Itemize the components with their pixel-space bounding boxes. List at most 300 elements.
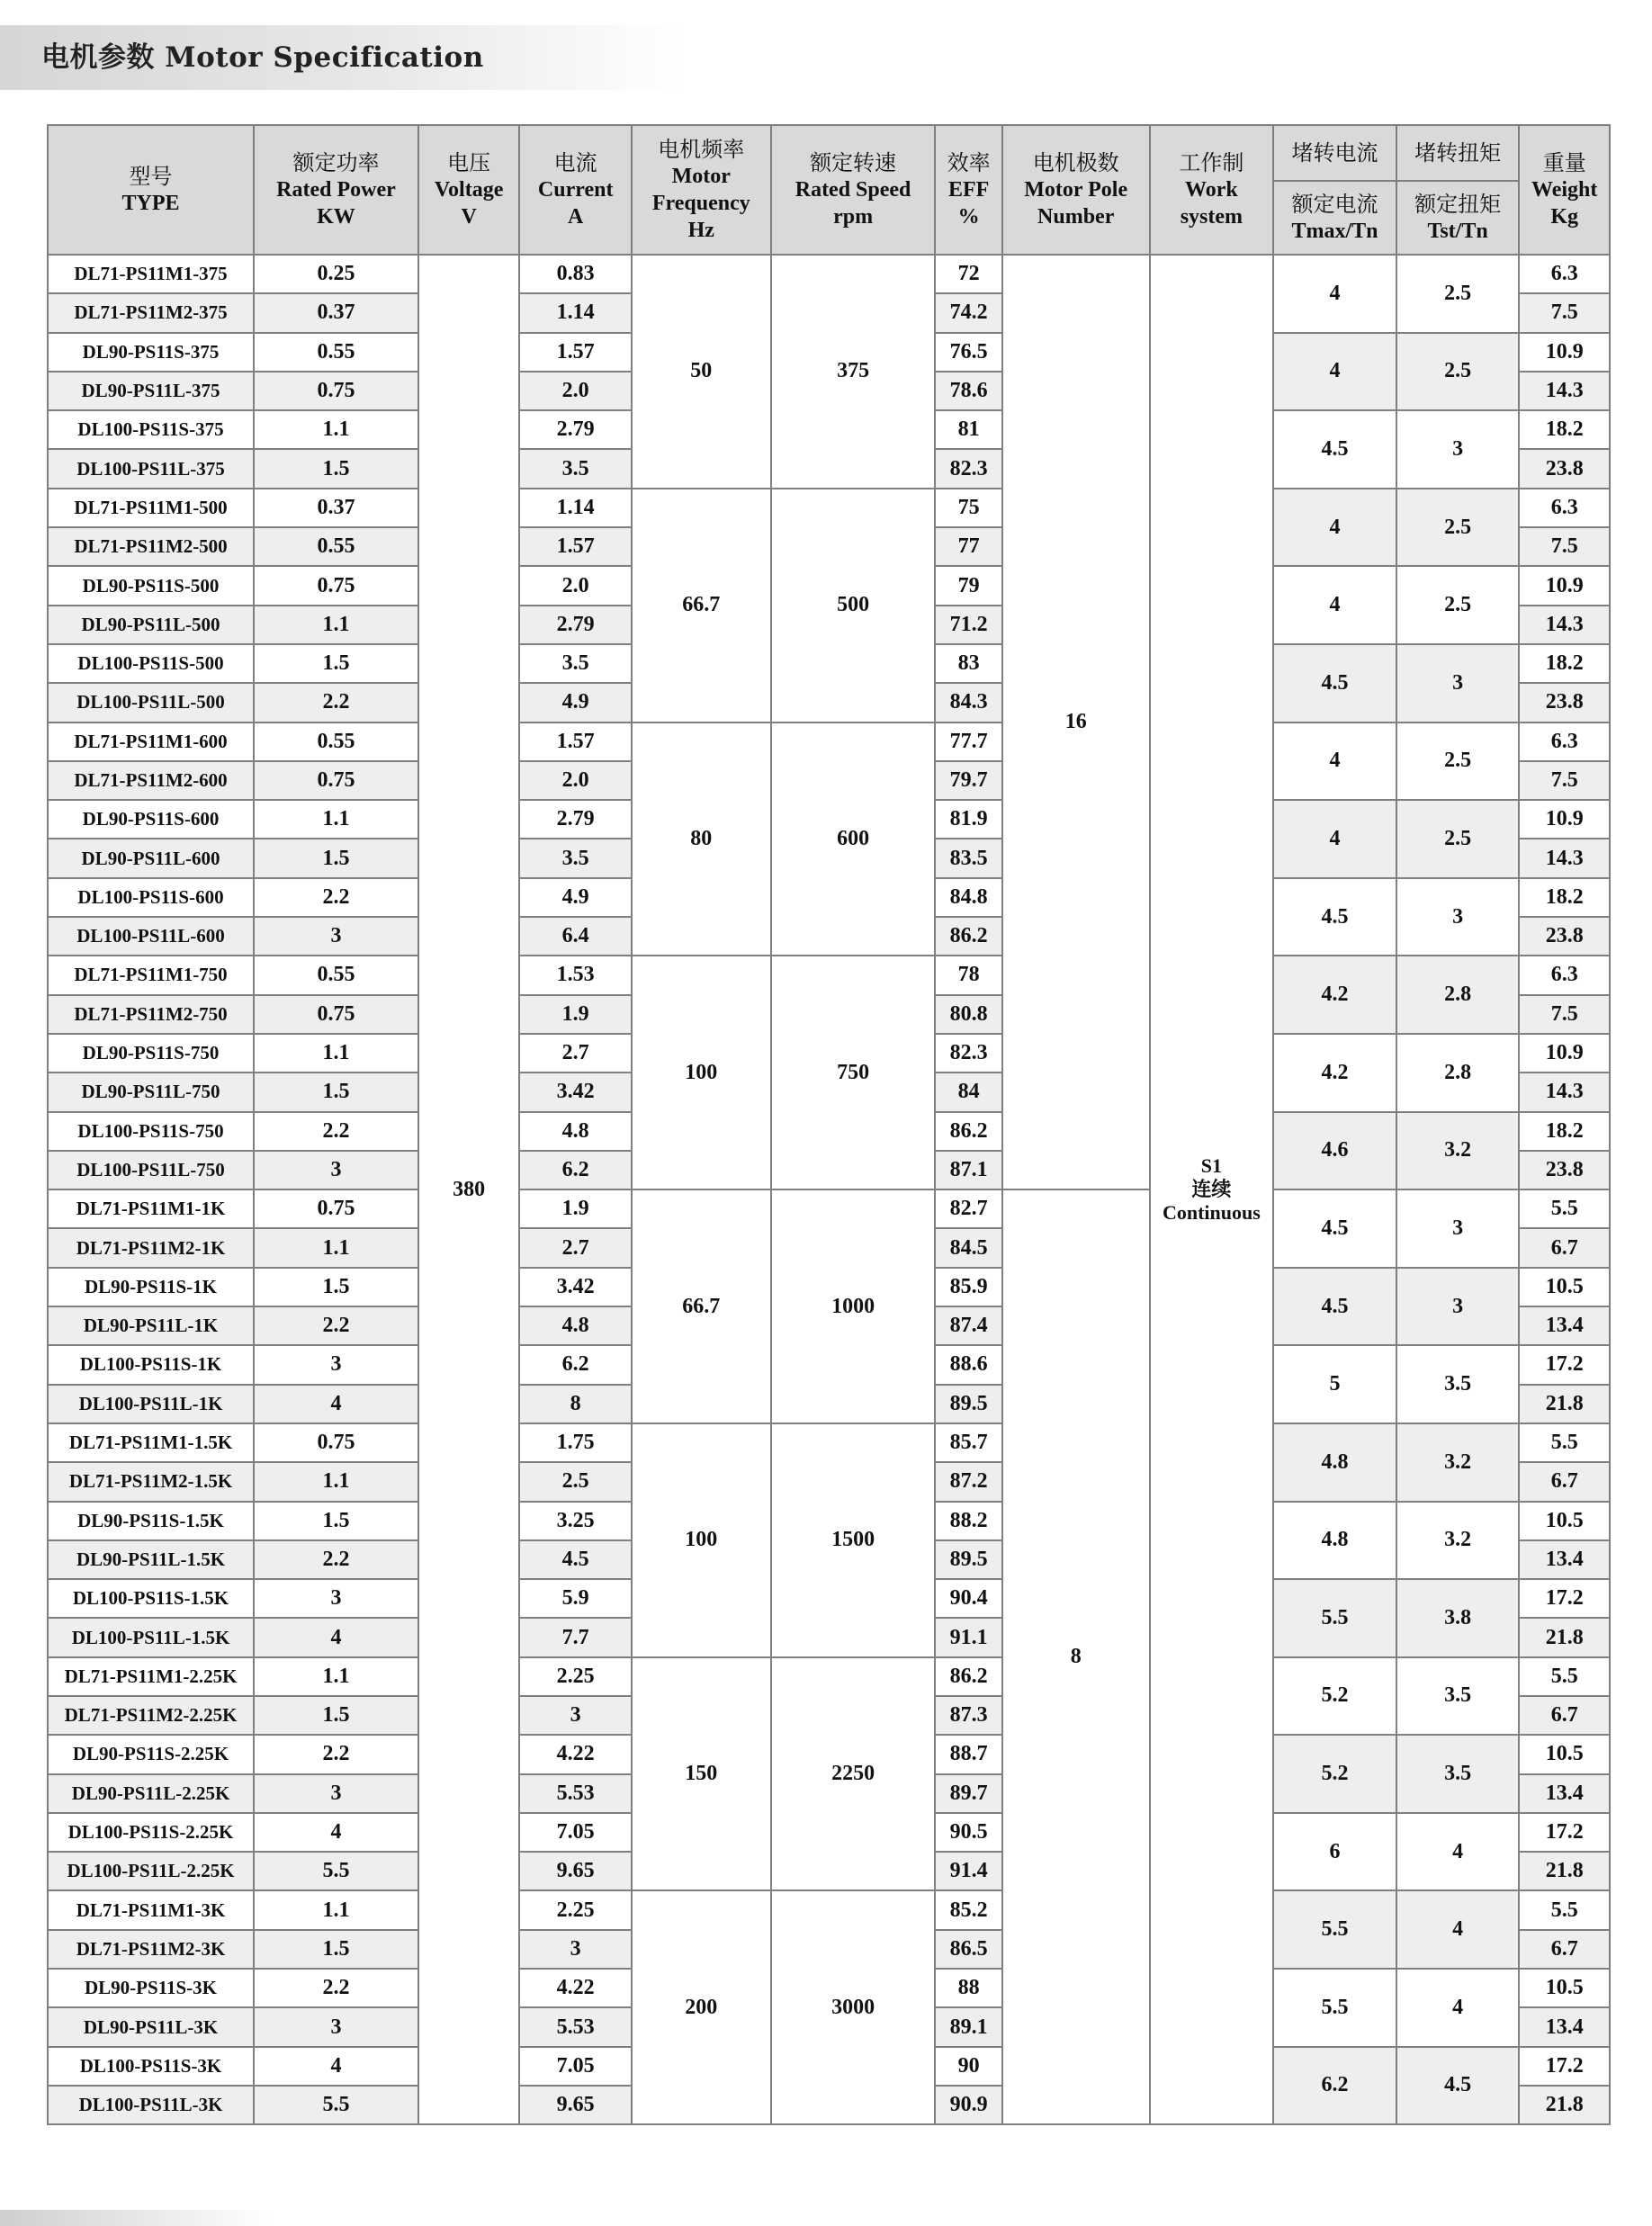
current-cell: 3: [519, 1696, 632, 1735]
rated-power-cell: 1.1: [254, 1462, 418, 1501]
efficiency-cell: 82.3: [935, 449, 1001, 488]
efficiency-cell: 85.9: [935, 1268, 1001, 1306]
type-cell: DL90-PS11L-600: [48, 839, 254, 877]
weight-cell: 5.5: [1519, 1423, 1610, 1462]
rated-power-cell: 2.2: [254, 1112, 418, 1151]
page-title: 电机参数 Motor Specification: [41, 41, 484, 74]
type-cell: DL90-PS11L-2.25K: [48, 1774, 254, 1813]
type-cell: DL90-PS11S-3K: [48, 1969, 254, 2007]
rated-power-cell: 1.1: [254, 606, 418, 644]
current-cell: 3: [519, 1930, 632, 1969]
header-rated-power: 额定功率 Rated Power KW: [254, 125, 418, 255]
table-row: [48, 1189, 1610, 1228]
rated-power-cell: 2.2: [254, 683, 418, 722]
tmax-tn-cell: 5.5: [1273, 1579, 1396, 1657]
tmax-tn-cell: 4.5: [1273, 878, 1396, 956]
weight-cell: 18.2: [1519, 878, 1610, 917]
weight-cell: 14.3: [1519, 606, 1610, 644]
rated-power-cell: 0.75: [254, 372, 418, 410]
table-row: [48, 1423, 1610, 1462]
current-cell: 7.05: [519, 1813, 632, 1852]
efficiency-cell: 86.2: [935, 1657, 1001, 1696]
tmax-tn-cell: 4: [1273, 255, 1396, 333]
rated-power-cell: 3: [254, 1579, 418, 1618]
type-cell: DL71-PS11M2-500: [48, 527, 254, 566]
tst-tn-cell: 2.8: [1396, 956, 1520, 1034]
rated-power-cell: 0.55: [254, 333, 418, 372]
weight-cell: 23.8: [1519, 1151, 1610, 1189]
efficiency-cell: 85.2: [935, 1890, 1001, 1929]
tmax-tn-cell: 4: [1273, 333, 1396, 411]
efficiency-cell: 84.8: [935, 878, 1001, 917]
type-cell: DL90-PS11S-750: [48, 1034, 254, 1073]
weight-cell: 10.9: [1519, 800, 1610, 839]
motor-spec-table: [47, 124, 1611, 2125]
weight-cell: 6.7: [1519, 1696, 1610, 1735]
rated-power-cell: 1.5: [254, 1502, 418, 1540]
tst-tn-cell: 3: [1396, 644, 1520, 723]
tst-tn-cell: 3: [1396, 1189, 1520, 1268]
type-cell: DL100-PS11S-2.25K: [48, 1813, 254, 1852]
current-cell: 1.53: [519, 956, 632, 994]
weight-cell: 10.5: [1519, 1502, 1610, 1540]
type-cell: DL100-PS11L-3K: [48, 2086, 254, 2124]
rated-power-cell: 3: [254, 2007, 418, 2046]
weight-cell: 5.5: [1519, 1657, 1610, 1696]
weight-cell: 10.9: [1519, 566, 1610, 605]
table-row: [48, 956, 1610, 994]
type-cell: DL71-PS11M2-600: [48, 761, 254, 800]
weight-cell: 10.5: [1519, 1268, 1610, 1306]
rated-power-cell: 0.75: [254, 761, 418, 800]
rated-power-cell: 4: [254, 1385, 418, 1423]
frequency-cell: 66.7: [632, 1189, 771, 1423]
rated-power-cell: 1.1: [254, 1890, 418, 1929]
current-cell: 2.25: [519, 1657, 632, 1696]
type-cell: DL90-PS11L-1.5K: [48, 1540, 254, 1579]
header-tst-tn: 额定扭矩 Tst/Tn: [1396, 181, 1520, 255]
weight-cell: 23.8: [1519, 449, 1610, 488]
type-cell: DL90-PS11L-750: [48, 1073, 254, 1111]
current-cell: 4.5: [519, 1540, 632, 1579]
tmax-tn-cell: 5.5: [1273, 1890, 1396, 1969]
tst-tn-cell: 3.8: [1396, 1579, 1520, 1657]
tmax-tn-cell: 4.2: [1273, 1034, 1396, 1112]
efficiency-cell: 89.1: [935, 2007, 1001, 2046]
voltage-cell: 380: [418, 255, 520, 2124]
type-cell: DL100-PS11S-600: [48, 878, 254, 917]
rated-power-cell: 1.1: [254, 800, 418, 839]
tmax-tn-cell: 4.6: [1273, 1112, 1396, 1190]
current-cell: 1.14: [519, 293, 632, 332]
efficiency-cell: 86.5: [935, 1930, 1001, 1969]
current-cell: 5.9: [519, 1579, 632, 1618]
type-cell: DL100-PS11S-375: [48, 410, 254, 449]
efficiency-cell: 80.8: [935, 995, 1001, 1034]
tst-tn-cell: 3.5: [1396, 1657, 1520, 1736]
efficiency-cell: 78: [935, 956, 1001, 994]
efficiency-cell: 75: [935, 489, 1001, 527]
type-cell: DL100-PS11S-500: [48, 644, 254, 683]
rated-power-cell: 1.5: [254, 644, 418, 683]
tmax-tn-cell: 4.5: [1273, 1189, 1396, 1268]
rated-power-cell: 0.75: [254, 1189, 418, 1228]
rated-power-cell: 1.1: [254, 1228, 418, 1267]
tmax-tn-cell: 4: [1273, 723, 1396, 801]
type-cell: DL71-PS11M2-750: [48, 995, 254, 1034]
current-cell: 3.5: [519, 644, 632, 683]
efficiency-cell: 90.5: [935, 1813, 1001, 1852]
work-system-zh: 连续: [1191, 1177, 1232, 1200]
weight-cell: 6.3: [1519, 489, 1610, 527]
type-cell: DL71-PS11M1-750: [48, 956, 254, 994]
rated-power-cell: 1.1: [254, 1657, 418, 1696]
weight-cell: 10.9: [1519, 333, 1610, 372]
current-cell: 1.9: [519, 995, 632, 1034]
weight-cell: 6.7: [1519, 1930, 1610, 1969]
rated-power-cell: 4: [254, 1618, 418, 1656]
weight-cell: 21.8: [1519, 1385, 1610, 1423]
current-cell: 2.0: [519, 372, 632, 410]
type-cell: DL100-PS11L-375: [48, 449, 254, 488]
header-voltage: 电压 Voltage V: [418, 125, 520, 255]
frequency-cell: 66.7: [632, 489, 771, 723]
type-cell: DL71-PS11M2-375: [48, 293, 254, 332]
rated-power-cell: 0.37: [254, 293, 418, 332]
header-work-system: 工作制 Work system: [1150, 125, 1274, 255]
work-system-cell: [1150, 255, 1274, 2124]
weight-cell: 18.2: [1519, 410, 1610, 449]
current-cell: 4.9: [519, 683, 632, 722]
tmax-tn-cell: 4: [1273, 489, 1396, 567]
efficiency-cell: 72: [935, 255, 1001, 293]
rated-power-cell: 3: [254, 1774, 418, 1813]
rated-power-cell: 2.2: [254, 878, 418, 917]
frequency-cell: 100: [632, 1423, 771, 1657]
type-cell: DL71-PS11M1-375: [48, 255, 254, 293]
efficiency-cell: 85.7: [935, 1423, 1001, 1462]
rated-power-cell: 1.5: [254, 1696, 418, 1735]
type-cell: DL90-PS11S-500: [48, 566, 254, 605]
tmax-tn-cell: 6: [1273, 1813, 1396, 1891]
rated-power-cell: 3: [254, 1151, 418, 1189]
type-cell: DL100-PS11L-600: [48, 917, 254, 956]
type-cell: DL100-PS11S-1.5K: [48, 1579, 254, 1618]
frequency-cell: 150: [632, 1657, 771, 1891]
weight-cell: 10.9: [1519, 1034, 1610, 1073]
tst-tn-cell: 4: [1396, 1969, 1520, 2047]
rated-power-cell: 1.5: [254, 449, 418, 488]
weight-cell: 10.5: [1519, 1735, 1610, 1773]
current-cell: 2.25: [519, 1890, 632, 1929]
current-cell: 4.8: [519, 1112, 632, 1151]
efficiency-cell: 91.1: [935, 1618, 1001, 1656]
weight-cell: 17.2: [1519, 1813, 1610, 1852]
table-header-row: [48, 125, 1610, 181]
current-cell: 1.75: [519, 1423, 632, 1462]
weight-cell: 18.2: [1519, 1112, 1610, 1151]
type-cell: DL90-PS11L-1K: [48, 1306, 254, 1345]
weight-cell: 14.3: [1519, 839, 1610, 877]
type-cell: DL90-PS11L-375: [48, 372, 254, 410]
type-cell: DL90-PS11S-1K: [48, 1268, 254, 1306]
type-cell: DL71-PS11M1-2.25K: [48, 1657, 254, 1696]
tst-tn-cell: 3.2: [1396, 1502, 1520, 1580]
tst-tn-cell: 2.5: [1396, 800, 1520, 878]
tst-tn-cell: 3: [1396, 410, 1520, 489]
efficiency-cell: 90.9: [935, 2086, 1001, 2124]
current-cell: 6.2: [519, 1151, 632, 1189]
rated-speed-cell: 1500: [771, 1423, 936, 1657]
weight-cell: 13.4: [1519, 2007, 1610, 2046]
efficiency-cell: 77.7: [935, 723, 1001, 761]
current-cell: 3.5: [519, 839, 632, 877]
weight-cell: 7.5: [1519, 527, 1610, 566]
current-cell: 7.05: [519, 2047, 632, 2086]
type-cell: DL100-PS11L-1.5K: [48, 1618, 254, 1656]
tmax-tn-cell: 5.2: [1273, 1657, 1396, 1736]
efficiency-cell: 76.5: [935, 333, 1001, 372]
efficiency-cell: 77: [935, 527, 1001, 566]
tst-tn-cell: 2.5: [1396, 255, 1520, 333]
rated-power-cell: 2.2: [254, 1540, 418, 1579]
current-cell: 5.53: [519, 2007, 632, 2046]
tmax-tn-cell: 4.5: [1273, 644, 1396, 723]
table-row: [48, 1890, 1610, 1929]
current-cell: 1.57: [519, 333, 632, 372]
type-cell: DL90-PS11S-2.25K: [48, 1735, 254, 1773]
rated-speed-cell: 1000: [771, 1189, 936, 1423]
current-cell: 1.57: [519, 527, 632, 566]
efficiency-cell: 83.5: [935, 839, 1001, 877]
rated-power-cell: 1.5: [254, 1930, 418, 1969]
pole-number-cell: 8: [1002, 1189, 1150, 2124]
weight-cell: 6.3: [1519, 956, 1610, 994]
weight-cell: 7.5: [1519, 293, 1610, 332]
tmax-tn-cell: 5.2: [1273, 1735, 1396, 1813]
tst-tn-cell: 2.5: [1396, 566, 1520, 644]
current-cell: 2.79: [519, 800, 632, 839]
table-row: [48, 1657, 1610, 1696]
header-rated-speed: 额定转速 Rated Speed rpm: [771, 125, 936, 255]
weight-cell: 5.5: [1519, 1890, 1610, 1929]
efficiency-cell: 88.6: [935, 1345, 1001, 1384]
table-row: [48, 489, 1610, 527]
header-type: 型号 TYPE: [48, 125, 254, 255]
tst-tn-cell: 3.2: [1396, 1423, 1520, 1502]
tmax-tn-cell: 5.5: [1273, 1969, 1396, 2047]
weight-cell: 14.3: [1519, 1073, 1610, 1111]
tmax-tn-cell: 4: [1273, 566, 1396, 644]
efficiency-cell: 81: [935, 410, 1001, 449]
tmax-tn-cell: 4.5: [1273, 410, 1396, 489]
weight-cell: 13.4: [1519, 1774, 1610, 1813]
rated-power-cell: 0.55: [254, 527, 418, 566]
efficiency-cell: 89.5: [935, 1385, 1001, 1423]
footer-decoration: [0, 2210, 270, 2226]
rated-power-cell: 1.5: [254, 1073, 418, 1111]
efficiency-cell: 89.5: [935, 1540, 1001, 1579]
tst-tn-cell: 2.5: [1396, 489, 1520, 567]
rated-power-cell: 0.55: [254, 723, 418, 761]
current-cell: 7.7: [519, 1618, 632, 1656]
tmax-tn-cell: 4: [1273, 800, 1396, 878]
current-cell: 3.25: [519, 1502, 632, 1540]
efficiency-cell: 79.7: [935, 761, 1001, 800]
current-cell: 1.14: [519, 489, 632, 527]
tst-tn-cell: 4: [1396, 1813, 1520, 1891]
type-cell: DL100-PS11S-750: [48, 1112, 254, 1151]
weight-cell: 6.3: [1519, 255, 1610, 293]
type-cell: DL100-PS11L-1K: [48, 1385, 254, 1423]
type-cell: DL100-PS11L-750: [48, 1151, 254, 1189]
weight-cell: 6.7: [1519, 1228, 1610, 1267]
tst-tn-cell: 3: [1396, 1268, 1520, 1346]
type-cell: DL71-PS11M2-1.5K: [48, 1462, 254, 1501]
efficiency-cell: 87.1: [935, 1151, 1001, 1189]
weight-cell: 14.3: [1519, 372, 1610, 410]
rated-speed-cell: 750: [771, 956, 936, 1189]
efficiency-cell: 90.4: [935, 1579, 1001, 1618]
efficiency-cell: 91.4: [935, 1852, 1001, 1890]
current-cell: 4.8: [519, 1306, 632, 1345]
current-cell: 4.9: [519, 878, 632, 917]
table-row: [48, 723, 1610, 761]
tmax-tn-cell: 6.2: [1273, 2047, 1396, 2125]
weight-cell: 7.5: [1519, 995, 1610, 1034]
current-cell: 6.2: [519, 1345, 632, 1384]
rated-power-cell: 0.75: [254, 995, 418, 1034]
current-cell: 3.42: [519, 1268, 632, 1306]
type-cell: DL100-PS11L-500: [48, 683, 254, 722]
rated-power-cell: 2.2: [254, 1735, 418, 1773]
current-cell: 9.65: [519, 2086, 632, 2124]
current-cell: 8: [519, 1385, 632, 1423]
efficiency-cell: 87.3: [935, 1696, 1001, 1735]
weight-cell: 5.5: [1519, 1189, 1610, 1228]
tst-tn-cell: 2.8: [1396, 1034, 1520, 1112]
current-cell: 3.42: [519, 1073, 632, 1111]
current-cell: 2.5: [519, 1462, 632, 1501]
tst-tn-cell: 4.5: [1396, 2047, 1520, 2125]
rated-speed-cell: 3000: [771, 1890, 936, 2124]
rated-power-cell: 2.2: [254, 1306, 418, 1345]
header-pole-number: 电机极数 Motor Pole Number: [1002, 125, 1150, 255]
pole-number-cell: 16: [1002, 255, 1150, 1189]
current-cell: 1.57: [519, 723, 632, 761]
weight-cell: 6.3: [1519, 723, 1610, 761]
efficiency-cell: 90: [935, 2047, 1001, 2086]
efficiency-cell: 79: [935, 566, 1001, 605]
efficiency-cell: 74.2: [935, 293, 1001, 332]
header-frequency: 电机频率 Motor Frequency Hz: [632, 125, 771, 255]
efficiency-cell: 88.2: [935, 1502, 1001, 1540]
efficiency-cell: 82.3: [935, 1034, 1001, 1073]
tmax-tn-cell: 4.8: [1273, 1423, 1396, 1502]
rated-power-cell: 0.25: [254, 255, 418, 293]
rated-power-cell: 3: [254, 917, 418, 956]
type-cell: DL71-PS11M1-3K: [48, 1890, 254, 1929]
frequency-cell: 100: [632, 956, 771, 1189]
current-cell: 0.83: [519, 255, 632, 293]
rated-power-cell: 1.5: [254, 839, 418, 877]
current-cell: 6.4: [519, 917, 632, 956]
rated-speed-cell: 375: [771, 255, 936, 489]
type-cell: DL90-PS11L-500: [48, 606, 254, 644]
weight-cell: 17.2: [1519, 2047, 1610, 2086]
current-cell: 5.53: [519, 1774, 632, 1813]
weight-cell: 13.4: [1519, 1306, 1610, 1345]
current-cell: 4.22: [519, 1735, 632, 1773]
weight-cell: 17.2: [1519, 1579, 1610, 1618]
frequency-cell: 80: [632, 723, 771, 956]
current-cell: 2.79: [519, 606, 632, 644]
rated-power-cell: 0.75: [254, 1423, 418, 1462]
rated-power-cell: 0.75: [254, 566, 418, 605]
rated-speed-cell: 500: [771, 489, 936, 723]
weight-cell: 21.8: [1519, 1852, 1610, 1890]
header-efficiency: 效率 EFF %: [935, 125, 1001, 255]
efficiency-cell: 84: [935, 1073, 1001, 1111]
rated-power-cell: 4: [254, 1813, 418, 1852]
efficiency-cell: 88.7: [935, 1735, 1001, 1773]
weight-cell: 18.2: [1519, 644, 1610, 683]
header-tmax-tn: 额定电流 Tmax/Tn: [1273, 181, 1396, 255]
work-system-code: S1: [1200, 1153, 1222, 1177]
efficiency-cell: 88: [935, 1969, 1001, 2007]
type-cell: DL71-PS11M1-1.5K: [48, 1423, 254, 1462]
efficiency-cell: 82.7: [935, 1189, 1001, 1228]
tst-tn-cell: 4: [1396, 1890, 1520, 1969]
tmax-tn-cell: 4.2: [1273, 956, 1396, 1034]
rated-power-cell: 5.5: [254, 2086, 418, 2124]
header-stall-current: 堵转电流: [1273, 125, 1396, 181]
current-cell: 2.7: [519, 1034, 632, 1073]
rated-power-cell: 5.5: [254, 1852, 418, 1890]
header-stall-torque: 堵转扭矩: [1396, 125, 1520, 181]
weight-cell: 17.2: [1519, 1345, 1610, 1384]
weight-cell: 23.8: [1519, 683, 1610, 722]
tst-tn-cell: 3.5: [1396, 1345, 1520, 1423]
weight-cell: 13.4: [1519, 1540, 1610, 1579]
tst-tn-cell: 2.5: [1396, 333, 1520, 411]
rated-power-cell: 4: [254, 2047, 418, 2086]
type-cell: DL90-PS11S-600: [48, 800, 254, 839]
tst-tn-cell: 3.2: [1396, 1112, 1520, 1190]
weight-cell: 21.8: [1519, 2086, 1610, 2124]
tst-tn-cell: 3.5: [1396, 1735, 1520, 1813]
weight-cell: 7.5: [1519, 761, 1610, 800]
current-cell: 2.0: [519, 566, 632, 605]
work-system-en: Continuous: [1162, 1201, 1261, 1225]
efficiency-cell: 87.2: [935, 1462, 1001, 1501]
weight-cell: 6.7: [1519, 1462, 1610, 1501]
current-cell: 2.0: [519, 761, 632, 800]
rated-power-cell: 3: [254, 1345, 418, 1384]
tmax-tn-cell: 4.8: [1273, 1502, 1396, 1580]
rated-power-cell: 1.5: [254, 1268, 418, 1306]
table-row: [48, 255, 1610, 293]
current-cell: 9.65: [519, 1852, 632, 1890]
type-cell: DL100-PS11L-2.25K: [48, 1852, 254, 1890]
rated-power-cell: 0.37: [254, 489, 418, 527]
type-cell: DL100-PS11S-1K: [48, 1345, 254, 1384]
frequency-cell: 50: [632, 255, 771, 489]
efficiency-cell: 87.4: [935, 1306, 1001, 1345]
current-cell: 3.5: [519, 449, 632, 488]
rated-speed-cell: 600: [771, 723, 936, 956]
tst-tn-cell: 3: [1396, 878, 1520, 956]
